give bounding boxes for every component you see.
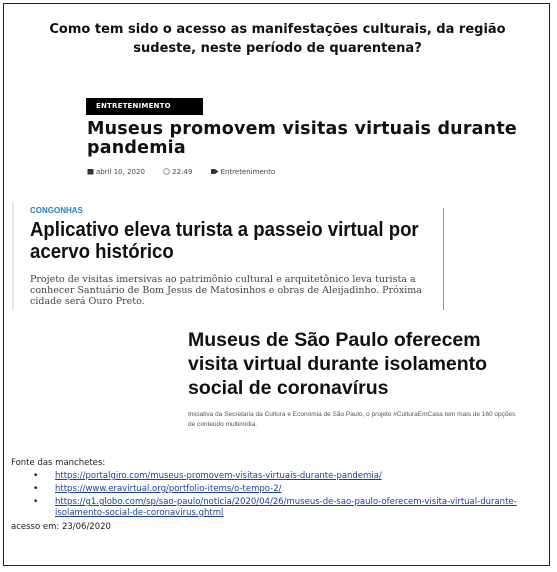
kicker-label: CONGONHAS (30, 206, 83, 215)
list-item (55, 471, 546, 482)
clock-icon (163, 168, 170, 175)
source-link-3[interactable]: https://g1.globo.com/sp/sao-paulo/noticia/2020/04/26/museus-de-sao-paulo-oferecem-visita-virtual-durante-isolamento-social-de-coronavirus.ghtml (55, 497, 517, 518)
headline-title: Aplicativo eleva turista a passeio virtual por acervo histórico (30, 219, 419, 263)
list-item (55, 497, 546, 519)
category-text: Entretenimento (220, 168, 276, 176)
headline-clip-eravirtual (12, 200, 450, 314)
date-meta (87, 168, 155, 176)
headline-subtitle: Projeto de visitas imersivas ao patrimônio cultural e arquitetônico leva turista a conhecer Santuário de Bom Jesus de Matosinhos e obras de Aleijadinho. Próxima cidade será Ouro Preto. (30, 274, 422, 307)
sources-list (11, 471, 546, 519)
divider (12, 202, 14, 310)
article-meta (87, 168, 291, 176)
category-badge: ENTRETENIMENTO (86, 98, 203, 115)
source-link-1[interactable]: https://portalgiro.com/museus-promovem-visitas-virtuais-durante-pandemia/ (55, 471, 382, 481)
category-meta (211, 168, 284, 176)
calendar-icon (87, 168, 94, 175)
headline-title: Museus promovem visitas virtuais durante pandemia (87, 119, 517, 158)
time-meta (163, 168, 202, 176)
headline-clip-portalgiro (86, 98, 526, 190)
time-text: 22:49 (172, 168, 193, 176)
headline-title: Museus de São Paulo oferecem visita virtual durante isolamento social de coronavírus (188, 329, 488, 399)
list-item (55, 484, 546, 495)
headline-clip-g1 (188, 328, 528, 438)
date-text: abril 10, 2020 (96, 168, 145, 176)
tag-icon (211, 168, 219, 175)
access-date: acesso em: 23/06/2020 (11, 522, 111, 532)
source-link-2[interactable]: https://www.eravirtual.org/portfolio-items/o-tempo-2/ (55, 484, 282, 494)
headline-subtitle: Iniciativa da Secretaria da Cultura e Economia de São Paulo, o projeto #CulturaEmCasa tem mais de 160 opções de conteúdo multimídia. (188, 411, 516, 428)
sources-section (11, 458, 546, 533)
sources-heading: Fonte das manchetes: (11, 458, 106, 468)
question-heading: Como tem sido o acesso as manifestações culturais, da região sudeste, neste período de quarentena? (49, 22, 506, 56)
